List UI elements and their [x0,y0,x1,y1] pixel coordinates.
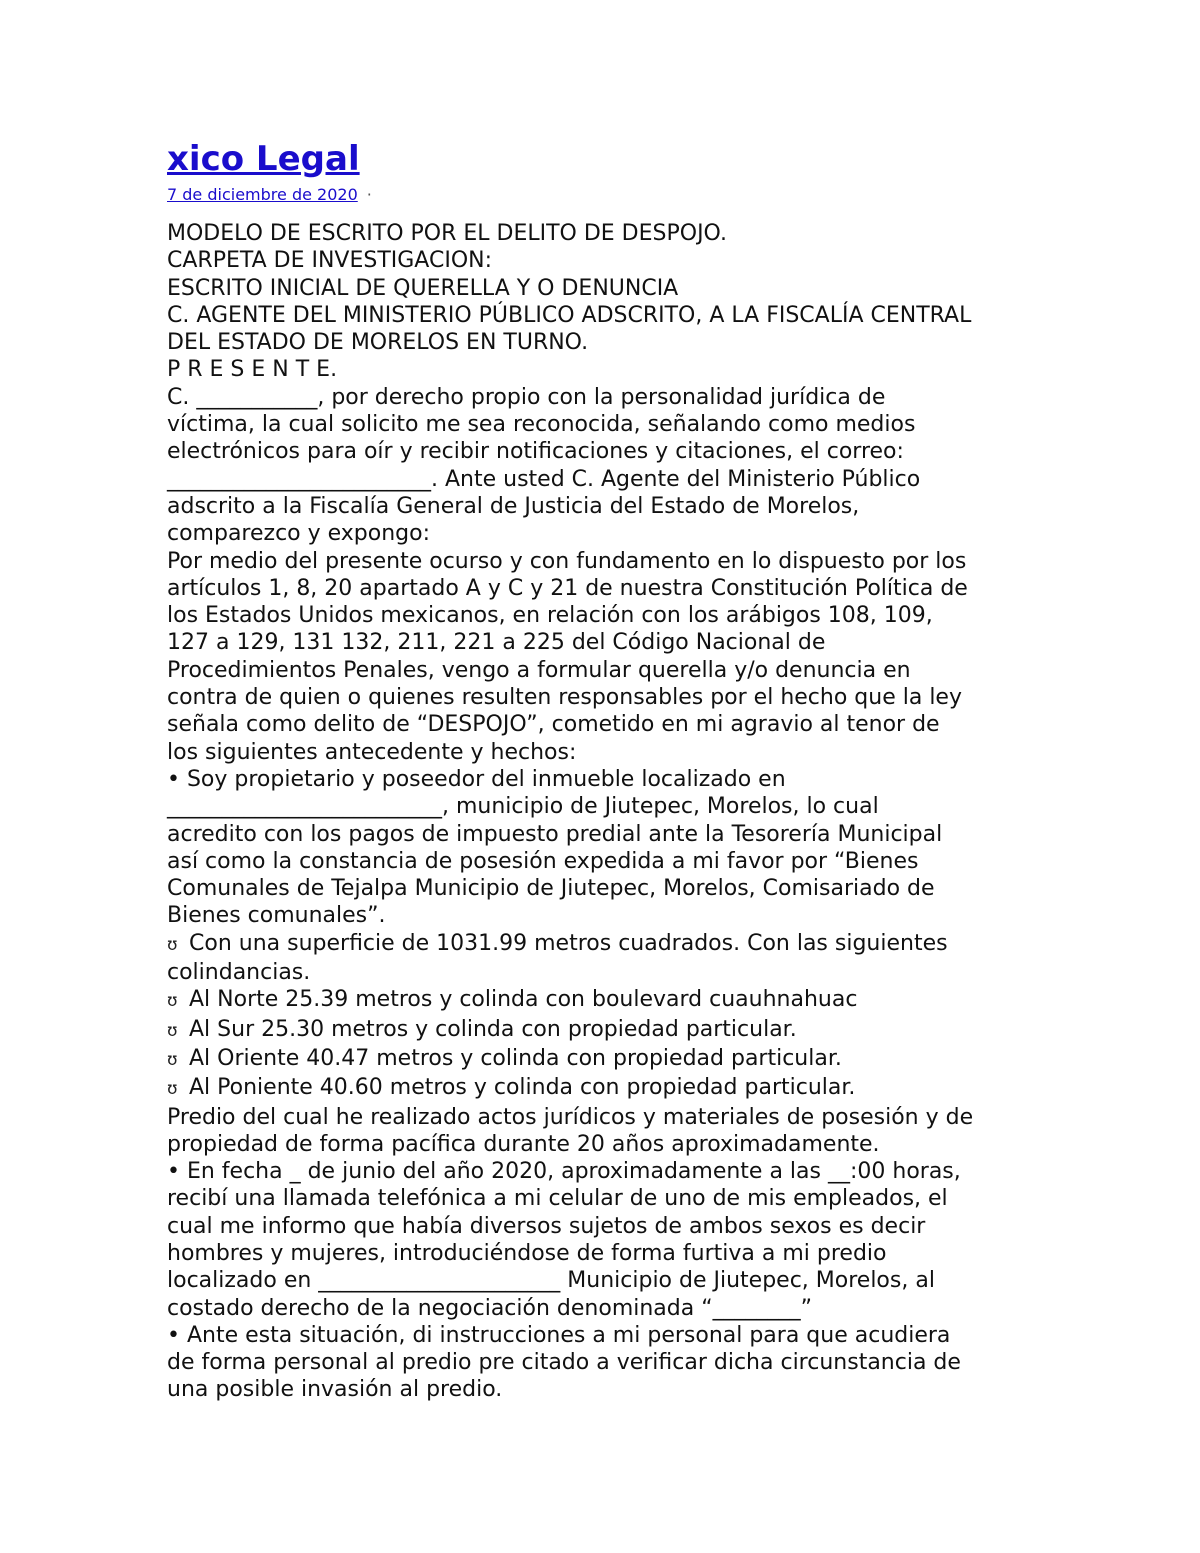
doc-line: _________________________, municipio de Jiutepec, Morelos, lo cual [167,794,879,820]
wing-line [167,959,1047,986]
doc-line: Bienes comunales”. [167,903,386,929]
doc-line: MODELO DE ESCRITO POR EL DELITO DE DESPOJO. [167,221,727,246]
wing-line [167,986,1047,1015]
doc-line: propiedad de forma pacífica durante 20 años aproximadamente. [167,1131,880,1157]
doc-line: así como la constancia de posesión expedida a mi favor por “Bienes [167,848,919,874]
doc-line: los siguientes antecedente y hechos: [167,739,577,765]
doc-line: señala como delito de “DESPOJO”, cometido en mi agravio al tenor de [167,712,940,738]
wingding-bullet-icon: ʊ [167,1020,178,1041]
wing-line-text: Con una superficie de 1031.99 metros cuadrados. Con las siguientes [189,930,948,956]
doc-line: artículos 1, 8, 20 apartado A y C y 21 de nuestra Constitución Política de [167,575,968,601]
doc-line: cual me informo que había diversos sujetos de ambos sexos es decir [167,1213,926,1239]
doc-line: electrónicos para oír y recibir notificaciones y citaciones, el correo: [167,439,904,465]
doc-line: una posible invasión al predio. [167,1377,503,1403]
doc-line: recibí una llamada telefónica a mi celular de uno de mis empleados, el [167,1186,948,1212]
doc-line: los Estados Unidos mexicanos, en relación con los arábigos 108, 109, [167,603,933,629]
wingding-bullet-icon: ʊ [167,934,178,955]
doc-line: • Soy propietario y poseedor del inmueble localizado en [167,766,786,792]
doc-line: DEL ESTADO DE MORELOS EN TURNO. [167,330,589,356]
wingding-bullet-icon: ʊ [167,1049,178,1070]
doc-line: • En fecha _ de junio del año 2020, aproximadamente a las __:00 horas, [167,1159,961,1185]
wing-line [167,1074,1047,1103]
wing-line-text: Al Oriente 40.47 metros y colinda con propiedad particular. [189,1045,842,1071]
doc-line: C. ___________, por derecho propio con la personalidad jurídica de [167,384,886,410]
document-page [167,138,1047,1404]
doc-line: de forma personal al predio pre citado a verificar dicha circunstancia de [167,1350,961,1376]
doc-line: Procedimientos Penales, vengo a formular querella y/o denuncia en [167,657,911,683]
doc-line: contra de quien o quienes resulten responsables por el hecho que la ley [167,685,962,711]
wing-line-text: Al Norte 25.39 metros y colinda con boulevard cuauhnahuac [189,987,858,1013]
document-body [167,220,1047,1404]
doc-line: C. AGENTE DEL MINISTERIO PÚBLICO ADSCRITO, A LA FISCALÍA CENTRAL [167,302,972,328]
doc-line: acredito con los pagos de impuesto predial ante la Tesorería Municipal [167,821,943,847]
meta-separator: · [366,185,372,204]
doc-line: Predio del cual he realizado actos jurídicos y materiales de posesión y de [167,1104,974,1130]
doc-line: ESCRITO INICIAL DE QUERELLA Y O DENUNCIA [167,275,679,301]
wing-line-text: Al Sur 25.30 metros y colinda con propiedad particular. [189,1016,797,1042]
doc-line: Comunales de Tejalpa Municipio de Jiutepec, Morelos, Comisariado de [167,876,935,902]
wing-line [167,1016,1047,1045]
doc-line: CARPETA DE INVESTIGACION: [167,248,493,274]
doc-line: adscrito a la Fiscalía General de Justicia del Estado de Morelos, [167,493,860,519]
doc-line: hombres y mujeres, introduciéndose de forma furtiva a mi predio [167,1240,887,1266]
doc-line: costado derecho de la negociación denominada “________” [167,1295,813,1321]
post-meta [167,184,1047,206]
wing-line-text: Al Poniente 40.60 metros y colinda con propiedad particular. [189,1075,856,1101]
wing-line [167,930,1047,959]
doc-line: 127 a 129, 131 132, 211, 221 a 225 del Código Nacional de [167,630,826,656]
post-date-link[interactable]: 7 de diciembre de 2020 [167,185,358,204]
wing-line [167,1045,1047,1074]
doc-line: P R E S E N T E. [167,357,338,383]
site-title-link[interactable]: xico Legal [167,139,360,179]
doc-line: Por medio del presente ocurso y con fundamento en lo dispuesto por los [167,548,967,574]
doc-line: ________________________. Ante usted C. Agente del Ministerio Público [167,466,921,492]
wingding-bullet-icon: ʊ [167,991,178,1012]
doc-line: víctima, la cual solicito me sea reconocida, señalando como medios [167,412,916,438]
wingding-bullet-icon: ʊ [167,1079,178,1100]
doc-line: • Ante esta situación, di instrucciones a mi personal para que acudiera [167,1322,951,1348]
doc-line: comparezco y expongo: [167,521,431,547]
doc-line: localizado en ______________________ Municipio de Jiutepec, Morelos, al [167,1268,935,1294]
wing-line-text: colindancias. [167,960,311,986]
